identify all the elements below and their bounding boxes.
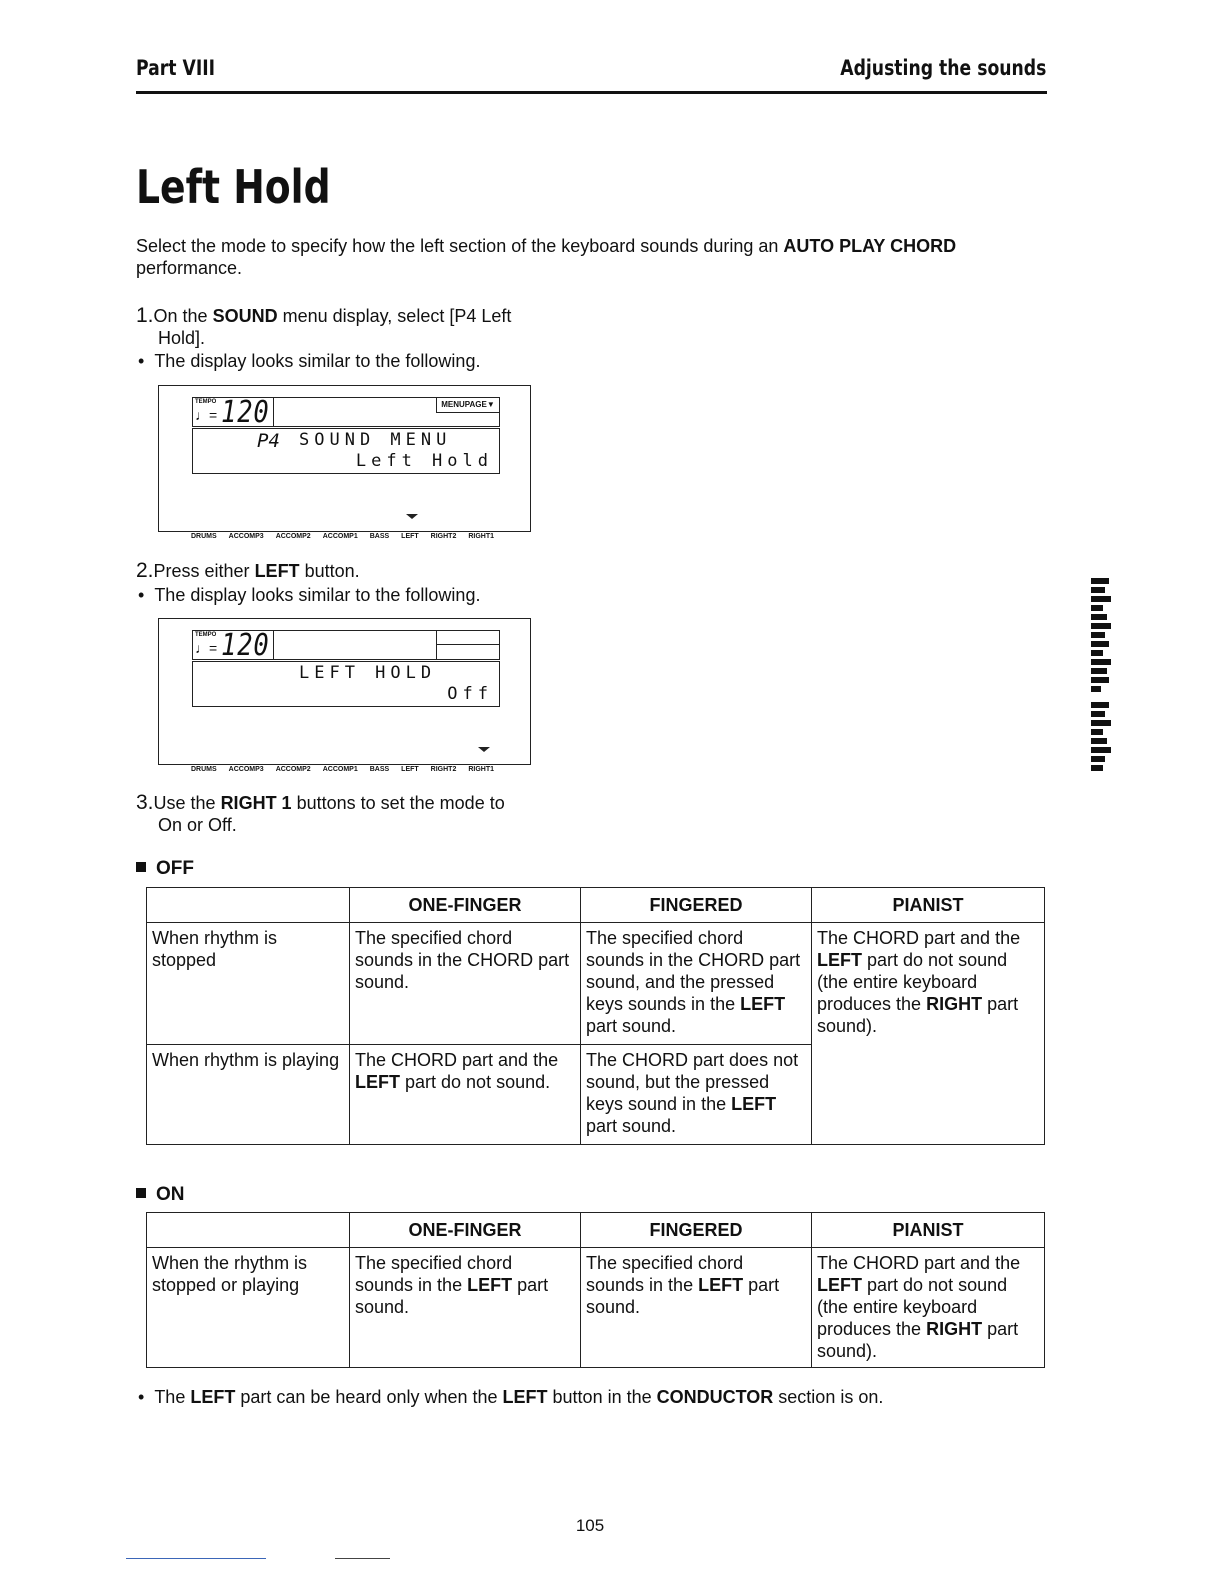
row-label: When rhythm is playing: [147, 1045, 350, 1145]
table-cell: The CHORD part does not sound, but the pressed keys sound in the LEFT part sound.: [581, 1045, 812, 1145]
footer-rule: [335, 1558, 390, 1559]
lcd-display-2: TEMPO ♩= 120 LEFT HOLD Off DRUMS ACCOMP3 ACCOMP2 ACCOMP1 BASS LEFT RIGHT2 RIGHT1: [158, 618, 531, 765]
tempo-value: 120: [221, 395, 270, 430]
table-cell: The CHORD part and the LEFT part do not sound.: [350, 1045, 581, 1145]
row-label: When rhythm is stopped: [147, 923, 350, 1045]
table-row: [147, 1248, 1045, 1368]
bullet-display-1: • The display looks similar to the following.: [138, 351, 481, 371]
on-table: [146, 1212, 1045, 1368]
step-1: 1.On the SOUND menu display, select [P4 Left Hold].: [136, 304, 512, 348]
footnote: • The LEFT part can be heard only when the LEFT button in the CONDUCTOR section is on.: [138, 1387, 884, 1407]
row-label: When the rhythm is stopped or playing: [147, 1248, 350, 1368]
step-2: 2.Press either LEFT button.: [136, 559, 360, 582]
part-labels: DRUMS ACCOMP3 ACCOMP2 ACCOMP1 BASS LEFT RIGHT2 RIGHT1: [189, 533, 508, 540]
tempo-value: 120: [221, 628, 270, 663]
page-number: 105: [575, 1516, 605, 1535]
column-header: [147, 888, 350, 923]
table-cell: The specified chord sounds in the LEFT part sound.: [350, 1248, 581, 1368]
table-cell: The CHORD part and the LEFT part do not sound (the entire keyboard produces the RIGHT part sound).: [812, 1248, 1045, 1368]
footer-rule: [126, 1558, 266, 1559]
step-3: 3.Use the RIGHT 1 buttons to set the mode to On or Off.: [136, 791, 505, 835]
header-part: Part VIII: [136, 56, 216, 80]
edge-tab-marks: [1091, 578, 1117, 774]
page-title: Left Hold: [136, 160, 331, 214]
menu-page-indicator: MENUPAGE▼: [436, 398, 499, 413]
bullet-display-2: • The display looks similar to the following.: [138, 585, 481, 605]
table-cell: The specified chord sounds in the LEFT part sound.: [581, 1248, 812, 1368]
table-cell: The CHORD part and the LEFT part do not sound (the entire keyboard produces the RIGHT part sound).: [812, 923, 1045, 1145]
table-cell: The specified chord sounds in the CHORD part sound.: [350, 923, 581, 1045]
table-row: [147, 923, 1045, 1045]
column-header: FINGERED: [581, 1213, 812, 1248]
column-header: [147, 1213, 350, 1248]
column-header: PIANIST: [812, 888, 1045, 923]
column-header: FINGERED: [581, 888, 812, 923]
table-header-row: [147, 1213, 1045, 1248]
intro-paragraph: Select the mode to specify how the left section of the keyboard sounds during an AUTO PLAY CHORD performance.: [136, 236, 957, 278]
part-labels: DRUMS ACCOMP3 ACCOMP2 ACCOMP1 BASS LEFT RIGHT2 RIGHT1: [189, 766, 508, 773]
column-header: ONE-FINGER: [350, 888, 581, 923]
table-header-row: [147, 888, 1045, 923]
lcd-display-1: TEMPO ♩= 120 MENUPAGE▼ P4 SOUND MENU Left Hold DRUMS ACCOMP3 ACCOMP2 ACCOMP1 BASS LEFT RIGHT2 RIGHT1: [158, 385, 531, 532]
off-table: [146, 887, 1045, 1145]
down-arrow-icon: [406, 514, 418, 519]
column-header: PIANIST: [812, 1213, 1045, 1248]
on-heading: ON: [136, 1184, 185, 1206]
column-header: ONE-FINGER: [350, 1213, 581, 1248]
down-arrow-icon: [478, 747, 490, 752]
header-section: Adjusting the sounds: [839, 56, 1046, 80]
off-heading: OFF: [136, 858, 194, 880]
table-cell: The specified chord sounds in the CHORD part sound, and the pressed keys sounds in the LEFT part sound.: [581, 923, 812, 1045]
header-rule: [136, 91, 1047, 94]
